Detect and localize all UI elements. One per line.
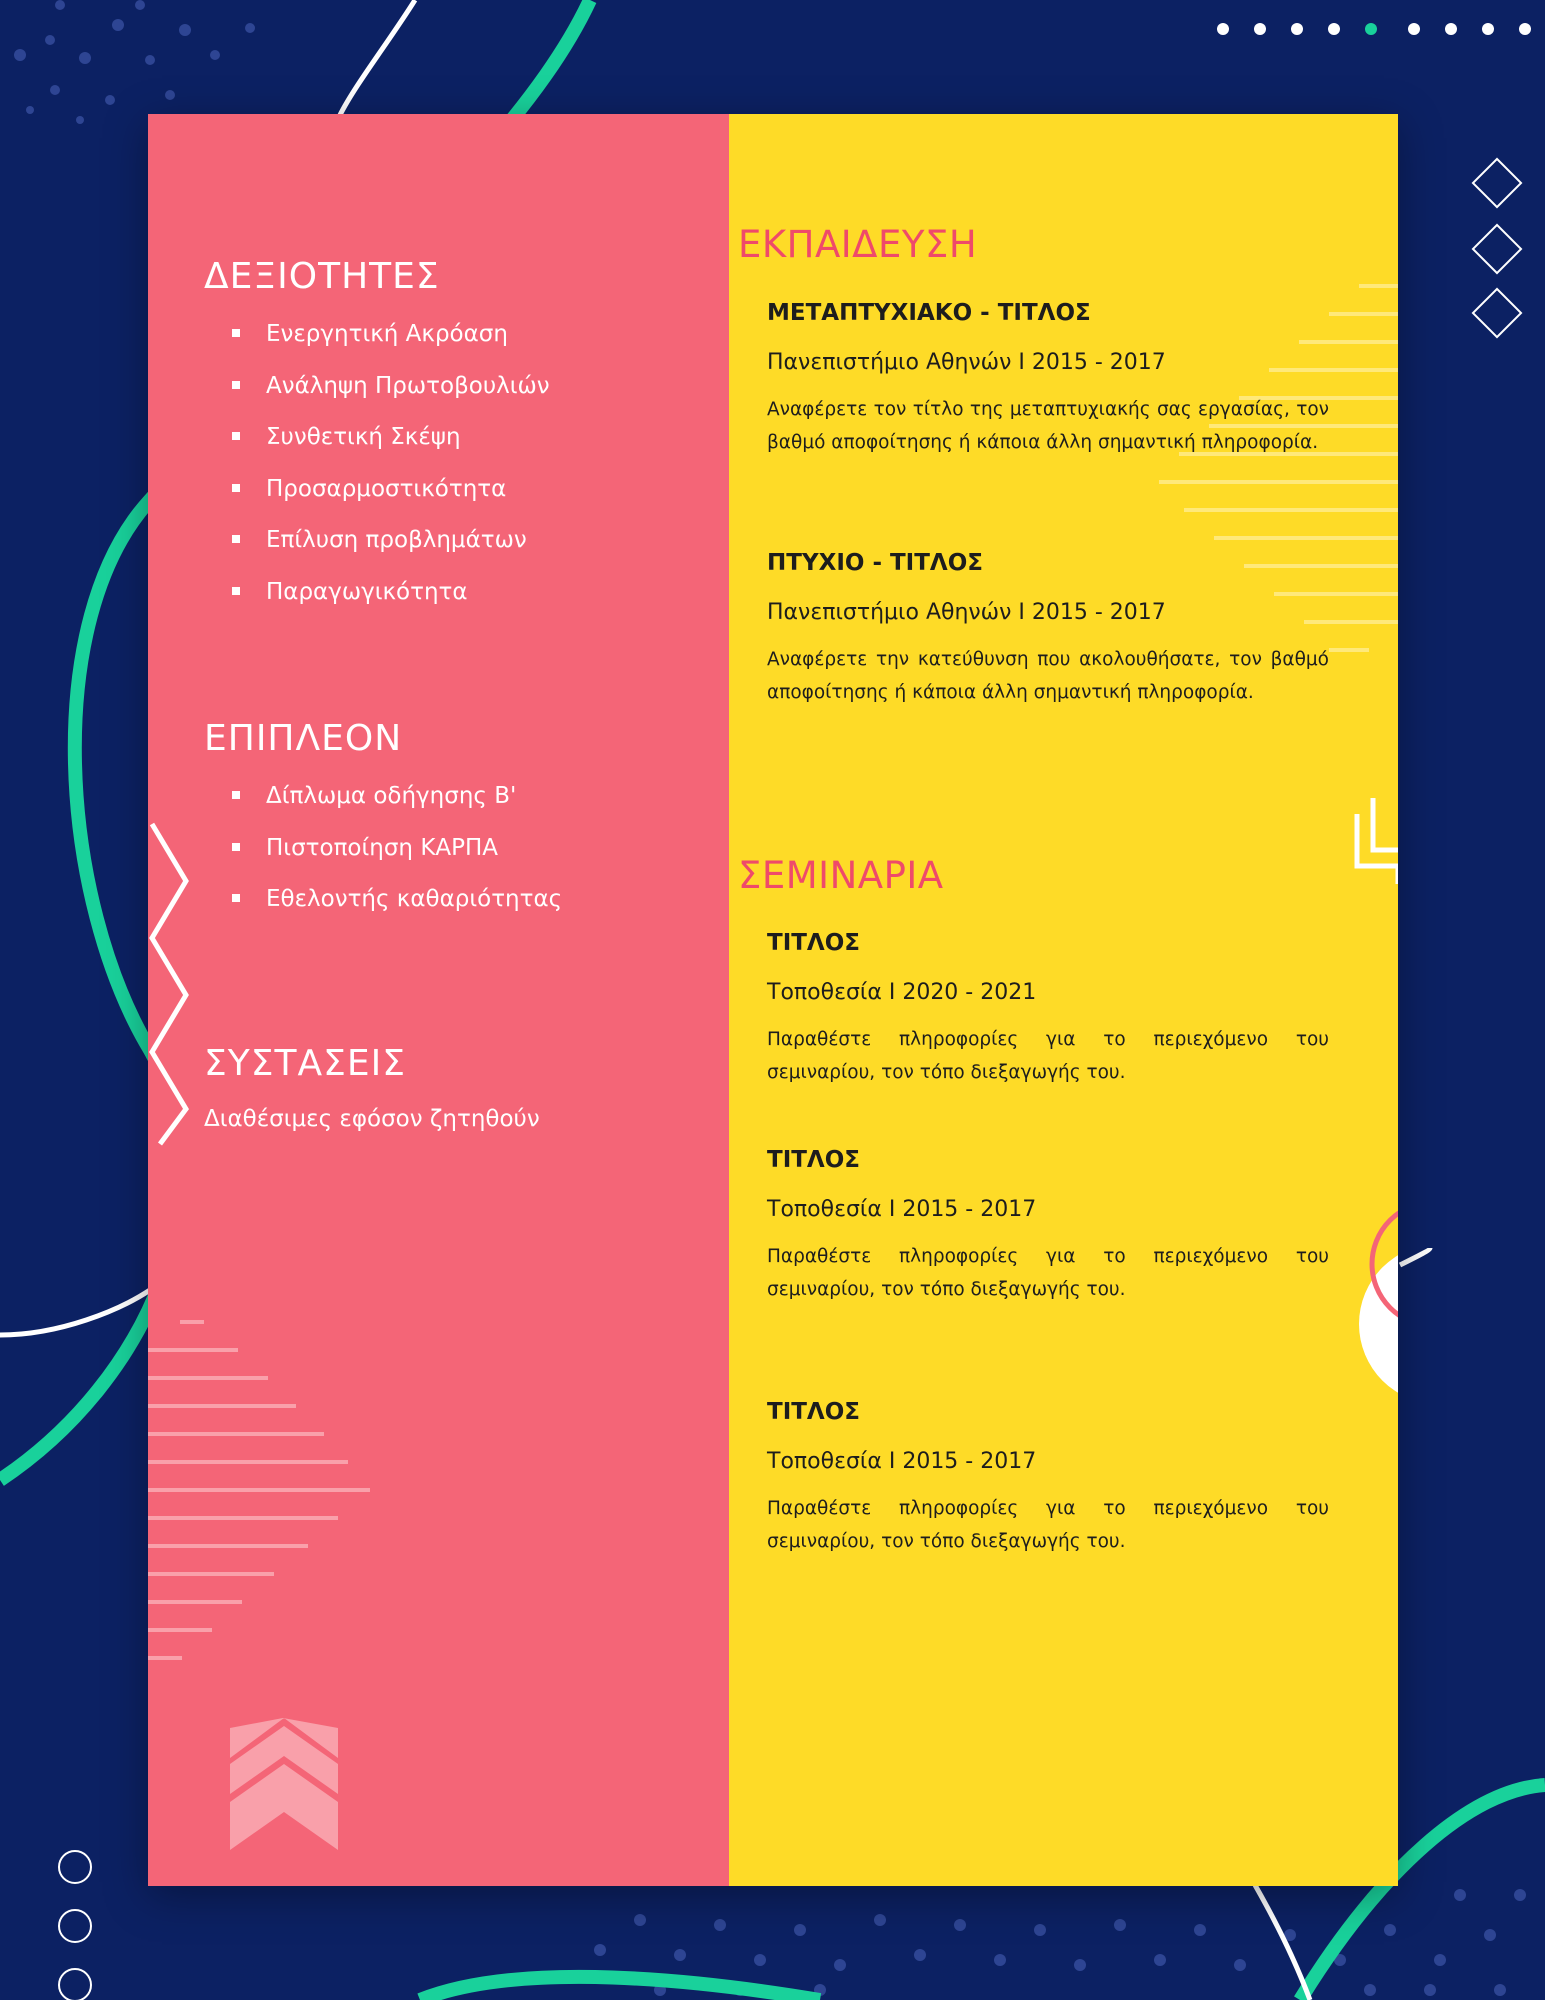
extra-text: Εθελοντής καθαριότητας [266,886,563,912]
pagination-dots [1217,23,1531,35]
entry-meta: Τοποθεσία I 2020 - 2021 [767,980,1037,1005]
list-item [232,371,689,423]
seminar-entry-2 [767,1147,1329,1306]
skills-heading: ΔΕΞΙΟΤΗΤΕΣ [204,256,440,297]
seminars-heading: ΣΕΜΙΝΑΡΙΑ [738,854,944,897]
list-item [232,577,689,629]
extra-list [204,781,689,936]
skills-list [204,319,689,628]
extra-text: Πιστοποίηση ΚΑΡΠΑ [266,834,499,861]
extra-heading: ΕΠΙΠΛΕΟΝ [204,718,403,759]
bullet-icon [232,381,240,389]
list-item [232,319,689,371]
right-column [729,114,1398,1886]
education-entry-1 [767,300,1329,459]
list-item [232,422,689,474]
extra-text: Δίπλωμα οδήγησης Β' [266,783,517,809]
green-curve-bottom [420,1977,820,2000]
references-heading: ΣΥΣΤΑΣΕΙΣ [204,1043,406,1084]
entry-title: ΤΙΤΛΟΣ [767,1399,860,1425]
bullet-icon [232,329,240,337]
entry-description: Παραθέστε πληροφορίες για το περιεχόμενο του σεμιναρίου, τον τόπο διεξαγωγής του. [767,1029,1329,1083]
dot-pattern-top-left [14,0,255,124]
seminar-entry-3 [767,1399,1329,1558]
extra-section [204,718,689,936]
bracket-decoration [1373,798,1398,850]
list-item [232,833,689,885]
bullet-icon [232,894,240,902]
bullet-icon [232,791,240,799]
entry-meta: Τοποθεσία I 2015 - 2017 [767,1449,1037,1474]
references-text: Διαθέσιμες εφόσον ζητηθούν [204,1106,540,1132]
left-column [148,114,729,1886]
bullet-icon [232,843,240,851]
entry-description: Αναφέρετε την κατεύθυνση που ακολουθήσατε, τον βαθμό αποφοίτησης ή κάποια άλλη σημαντική πληροφορία. [767,649,1329,703]
bracket-decoration-2 [1357,814,1398,884]
dot-pattern-bottom-right [594,1889,1526,1996]
list-item [232,781,689,833]
skills-section [204,256,689,628]
education-heading: ΕΚΠΑΙΔΕΥΣΗ [738,223,978,266]
white-curve-left [0,1290,150,1335]
skill-text: Συνθετική Σκέψη [266,424,461,450]
entry-title: ΤΙΤΛΟΣ [767,1147,860,1173]
skill-text: Ενεργητική Ακρόαση [266,321,508,347]
list-item [232,474,689,526]
skill-text: Επίλυση προβλημάτων [266,527,527,553]
bullet-icon [232,432,240,440]
white-curve-bottom-right [1255,1885,1310,2000]
entry-description: Παραθέστε πληροφορίες για το περιεχόμενο του σεμιναρίου, τον τόπο διεξαγωγής του. [767,1246,1329,1300]
skill-text: Προσαρμοστικότητα [266,475,507,502]
references-section [204,1043,689,1132]
entry-meta: Πανεπιστήμιο Αθηνών I 2015 - 2017 [767,600,1166,625]
zigzag-decoration [152,824,186,1144]
half-circle-decoration [1359,1244,1398,1404]
half-circle-outline [1372,1202,1398,1326]
entry-title: ΜΕΤΑΠΤΥΧΙΑΚΟ - ΤΙΤΛΟΣ [767,300,1091,326]
entry-meta: Τοποθεσία I 2015 - 2017 [767,1197,1037,1222]
white-curve-top [340,0,415,115]
chevron-up-icon [230,1718,338,1850]
list-item [232,525,689,577]
stripe-pattern-left [148,1322,370,1658]
entry-title: ΠΤΥΧΙΟ - ΤΙΤΛΟΣ [767,550,983,576]
bullet-icon [232,535,240,543]
entry-description: Αναφέρετε τον τίτλο της μεταπτυχιακής σας εργασίας, τον βαθμό αποφοίτησης ή κάποια άλλη σημαντική πληροφορία. [767,399,1329,453]
skill-text: Ανάληψη Πρωτοβουλιών [266,372,550,399]
diamond-decorations [1473,159,1521,337]
bullet-icon [232,587,240,595]
entry-description: Παραθέστε πληροφορίες για το περιεχόμενο του σεμιναρίου, τον τόπο διεξαγωγής του. [767,1498,1329,1552]
seminar-entry-1 [767,930,1329,1089]
outline-circles [59,1851,91,2000]
education-entry-2 [767,550,1329,709]
white-curve-right [1400,1248,1430,1265]
entry-meta: Πανεπιστήμιο Αθηνών I 2015 - 2017 [767,350,1166,375]
skill-text: Παραγωγικότητα [266,578,468,605]
bullet-icon [232,484,240,492]
list-item [232,884,689,936]
entry-title: ΤΙΤΛΟΣ [767,930,860,956]
resume-page [148,114,1398,1886]
